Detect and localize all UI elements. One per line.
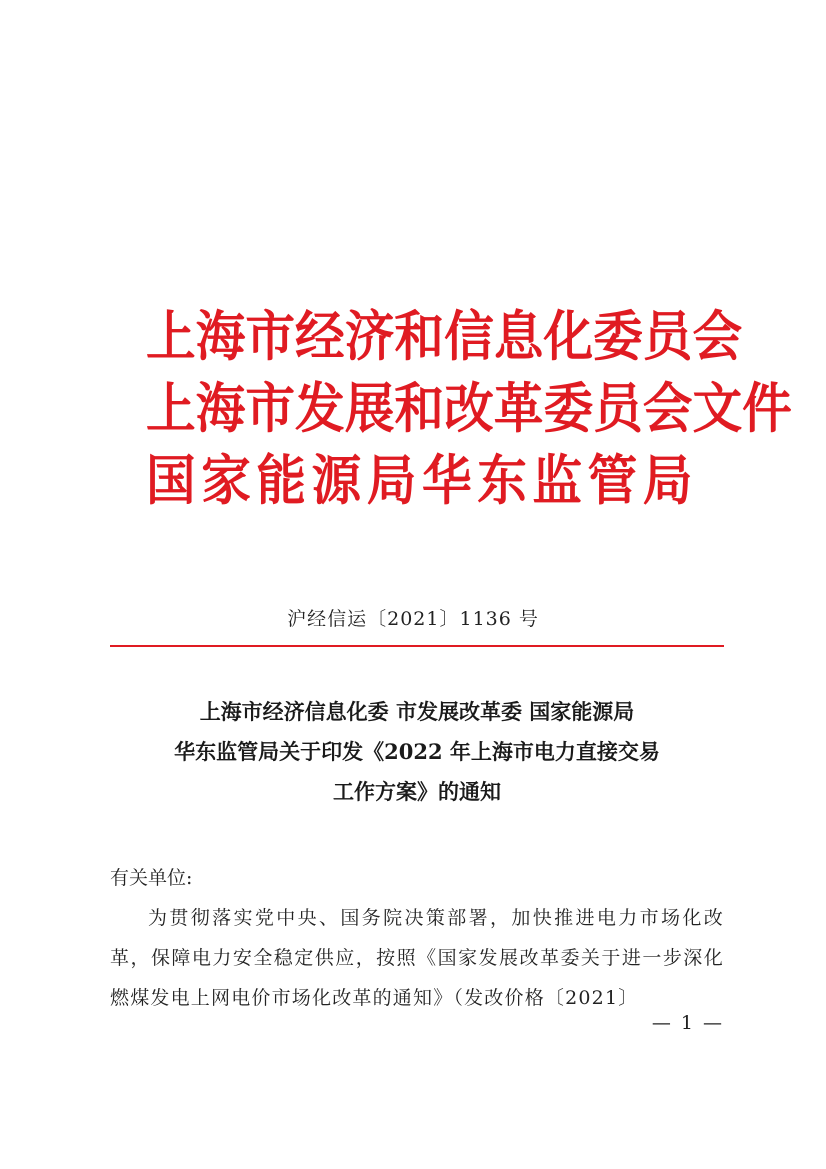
title-line-3: 工作方案》的通知	[333, 779, 501, 804]
masthead-line-economy-commission: 上海市经济和信息化委员会	[146, 304, 743, 368]
page-number: — 1 —	[651, 1012, 724, 1034]
title-line-1: 上海市经济信息化委 市发展改革委 国家能源局	[199, 699, 635, 724]
masthead-line-energy-bureau: 国家能源局华东监管局	[146, 448, 698, 512]
body-paragraph: 为贯彻落实党中央、国务院决策部署，加快推进电力市场化改革，保障电力安全稳定供应，按照《国家发展改革委关于进一步深化燃煤发电上网电价市场化改革的通知》（发改价格〔2021〕	[110, 907, 724, 1009]
document-number: 沪经信运〔2021〕1136 号	[287, 608, 539, 630]
salutation: 有关单位:	[110, 867, 193, 889]
document-title	[110, 692, 724, 812]
masthead-line-development-commission: 上海市发展和改革委员会文件	[146, 376, 792, 440]
red-separator-line	[110, 645, 724, 647]
issuing-agencies-masthead	[146, 300, 792, 516]
document-body	[110, 858, 724, 1018]
title-line-2: 华东监管局关于印发《2022 年上海市电力直接交易	[174, 739, 660, 764]
